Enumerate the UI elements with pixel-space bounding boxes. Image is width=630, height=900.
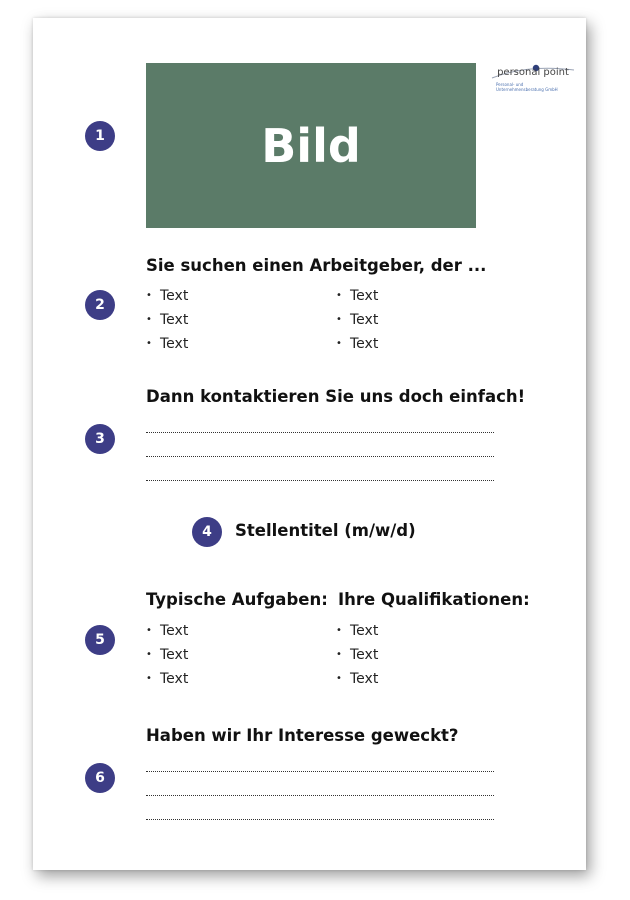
job-ad-template-page [33,18,586,870]
step-badge-2: 2 [85,290,115,320]
section-2-heading: Sie suchen einen Arbeitgeber, der ... [146,256,487,275]
company-logo [488,62,578,102]
section-5-list-qualifications [336,619,378,691]
list-item [146,284,188,308]
list-item-text: Text [350,312,379,328]
bullet-icon: • [146,290,152,301]
bullet-icon: • [336,314,342,325]
step-badge-6: 6 [85,763,115,793]
dotted-line-6 [146,819,494,820]
bullet-icon: • [146,649,152,660]
logo-tagline-line-1: Personal- und [496,82,524,87]
section-5-heading-qualifications: Ihre Qualifikationen: [338,590,530,609]
dotted-line-5 [146,795,494,796]
step-badge-5: 5 [85,625,115,655]
list-item [146,643,188,667]
section-3-heading: Dann kontaktieren Sie uns doch einfach! [146,387,526,406]
logo-tagline [496,82,578,92]
list-item-text: Text [350,671,379,687]
list-item [146,308,188,332]
bullet-icon: • [336,290,342,301]
list-item-text: Text [350,336,379,352]
list-item [336,643,378,667]
dotted-line-1 [146,432,494,433]
bullet-icon: • [336,673,342,684]
step-badge-4: 4 [192,517,222,547]
list-item-text: Text [350,647,379,663]
list-item [146,619,188,643]
list-item-text: Text [160,647,189,663]
list-item-text: Text [160,623,189,639]
list-item [336,284,378,308]
section-5-list-tasks [146,619,188,691]
job-title: Stellentitel (m/w/d) [235,521,416,540]
section-2-list-right [336,284,378,356]
dotted-line-2 [146,456,494,457]
dotted-line-3 [146,480,494,481]
list-item [336,332,378,356]
list-item [336,667,378,691]
list-item [336,619,378,643]
list-item-text: Text [350,623,379,639]
section-6-heading: Haben wir Ihr Interesse geweckt? [146,726,459,745]
list-item-text: Text [160,671,189,687]
bullet-icon: • [146,314,152,325]
bullet-icon: • [146,625,152,636]
list-item [336,308,378,332]
step-badge-1: 1 [85,121,115,151]
step-badge-3: 3 [85,424,115,454]
dotted-line-4 [146,771,494,772]
bullet-icon: • [146,338,152,349]
list-item-text: Text [160,288,189,304]
list-item-text: Text [350,288,379,304]
list-item [146,667,188,691]
bullet-icon: • [146,673,152,684]
image-placeholder: Bild [146,63,476,228]
section-5-heading-tasks: Typische Aufgaben: [146,590,328,609]
logo-brand: personal point [497,67,569,78]
logo-tagline-line-2: Unternehmensberatung GmbH [496,87,558,92]
section-2-list-left [146,284,188,356]
bullet-icon: • [336,625,342,636]
bullet-icon: • [336,649,342,660]
list-item-text: Text [160,336,189,352]
list-item-text: Text [160,312,189,328]
bullet-icon: • [336,338,342,349]
list-item [146,332,188,356]
